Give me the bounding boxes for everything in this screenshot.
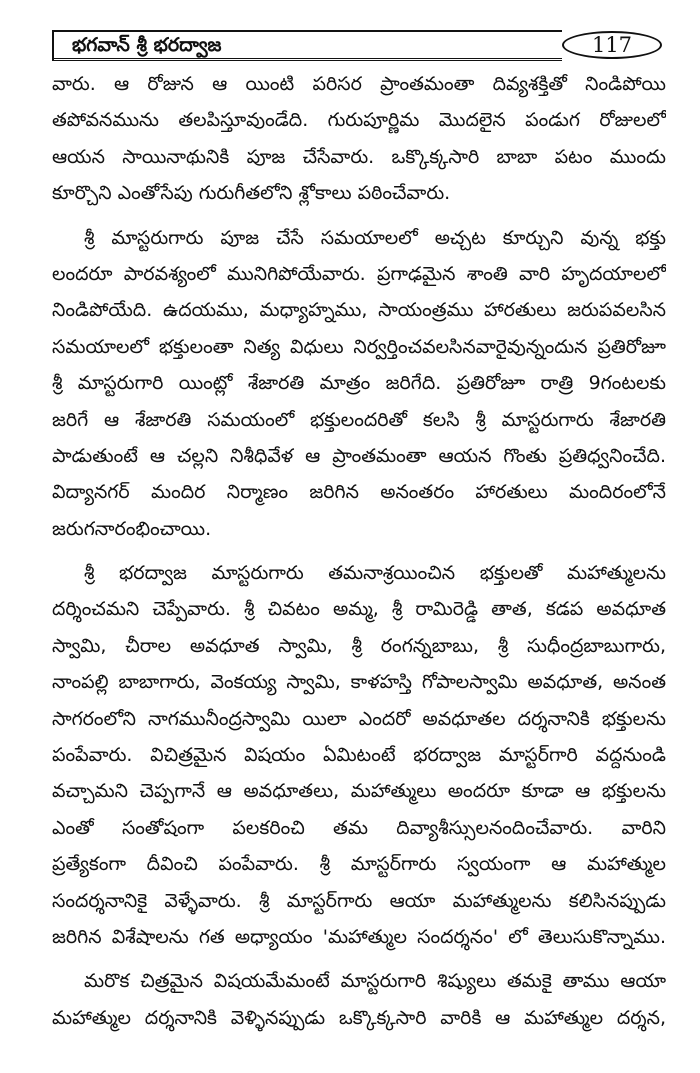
text-line: శ్రీ భరద్వాజ మాస్టరుగారు తమనాశ్రయించిన భక్తులతో మహాత్ములను — [84, 562, 666, 585]
text-line: సమయాలలో భక్తులంతా నిత్య విధులు నిర్వర్తించవలసినవారైవున్నందున ప్రతిరోజూ — [52, 335, 666, 358]
text-line: ఆయన సాయినాథునికి పూజ చేసేవారు. ఒక్కొక్కసారి బాబా పటం ముందు — [52, 145, 666, 168]
page-number: 117 — [562, 31, 662, 59]
text-line: పంపేవారు. విచిత్రమైన విషయం ఏమిటంటే భరద్వాజ మాస్టర్‌గారి వద్దనుండి — [52, 744, 666, 767]
text-line: మహాత్ముల దర్శనానికి వెళ్ళినప్పుడు ఒక్కొక్కసారి వారికి ఆ మహాత్ముల దర్శన, — [52, 1006, 666, 1029]
text-line: శ్రీ మాస్టరుగారు పూజ చేసే సమయాలలో అచ్చట కూర్చుని వున్న భక్తు — [84, 226, 666, 249]
text-line: జరిగిన విశేషాలను గత అధ్యాయం 'మహాత్ముల సందర్శనం' లో తెలుసుకొన్నాము. — [52, 925, 666, 948]
text-line: దర్శించమని చెప్పేవారు. శ్రీ చివటం అమ్మ, శ్రీ రామిరెడ్డి తాత, కడప అవధూత — [52, 598, 666, 621]
text-line: జరుగనారంభించాయి. — [52, 517, 212, 540]
running-header — [52, 30, 666, 62]
text-line: పాడుతుంటే ఆ చల్లని నిశీధివేళ ఆ ప్రాంతమంతా ఆయన గొంతు ప్రతిధ్వనించేది. — [52, 444, 666, 467]
text-line: స్వామి, చీరాల అవధూత స్వామి, శ్రీ రంగన్నబాబు, శ్రీ సుధీంద్రబాబుగారు, — [52, 634, 666, 657]
body-text — [52, 66, 666, 1036]
paragraph — [52, 66, 666, 212]
text-line: శ్రీ మాస్టరుగారి యింట్లో శేజారతి మాత్రం జరిగేది. ప్రతిరోజూ రాత్రి 9గంటలకు — [52, 372, 666, 395]
header-rule-left — [52, 30, 54, 60]
book-title: భగవాన్ శ్రీ భరద్వాజ — [72, 34, 222, 56]
text-line: వచ్చామని చెప్పగానే ఆ అవధూతలు, మహాత్ములు అందరూ కూడా ఆ భక్తులను — [52, 780, 666, 803]
text-line: తపోవనమును తలపిస్తూవుండేది. గురుపూర్ణిమ మొదలైన పండుగ రోజులలో — [52, 109, 666, 132]
text-line: నిండిపోయేది. ఉదయము, మధ్యాహ్నము, సాయంత్రము హారతులు జరుపవలసిన — [52, 299, 666, 322]
text-line: సాగరంలోని నాగమునీంద్రస్వామి యిలా ఎందరో అవధూతల దర్శనానికి భక్తులను — [52, 707, 666, 730]
text-line: లందరూ పారవశ్యంలో మునిగిపోయేవారు. ప్రగాఢమైన శాంతి వారి హృదయాలలో — [52, 262, 666, 285]
text-line: జరిగే ఆ శేజారతి సమయంలో భక్తులందరితో కలసి శ్రీ మాస్టరుగారు శేజారతి — [52, 408, 666, 431]
text-line: వారు. ఆ రోజున ఆ యింటి పరిసర ప్రాంతమంతా దివ్యశక్తితో నిండిపోయి — [52, 73, 666, 95]
paragraph — [52, 963, 666, 1036]
text-line: కూర్చొని ఎంతోసేపు గురుగీతలోని శ్లోకాలు పఠించేవారు. — [52, 182, 451, 205]
paragraph — [52, 555, 666, 955]
header-rule-top — [52, 30, 562, 32]
paragraph — [52, 220, 666, 548]
text-line: ఎంతో సంతోషంగా పలకరించి తమ దివ్యాశీస్సులనందించేవారు. వారిని — [52, 816, 666, 839]
text-line: సందర్శనానికై వెళ్ళేవారు. శ్రీ మాస్టర్‌గారు ఆయా మహాత్ములను కలిసినప్పుడు — [52, 889, 666, 912]
text-line: మరొక చిత్రమైన విషయమేమంటే మాస్టరుగారి శిష్యులు తమకై తాము ఆయా — [84, 970, 666, 993]
text-line: నాంపల్లి బాబాగారు, వెంకయ్య స్వామి, కాళహస్తి గోపాలస్వామి అవధూత, అనంత — [52, 671, 666, 694]
text-line: ప్రత్యేకంగా దీవించి పంపేవారు. శ్రీ మాస్టర్‌గారు స్వయంగా ఆ మహాత్ముల — [52, 853, 666, 876]
text-line: విద్యానగర్ మందిర నిర్మాణం జరిగిన అనంతరం హారతులు మందిరంలోనే — [52, 481, 666, 504]
